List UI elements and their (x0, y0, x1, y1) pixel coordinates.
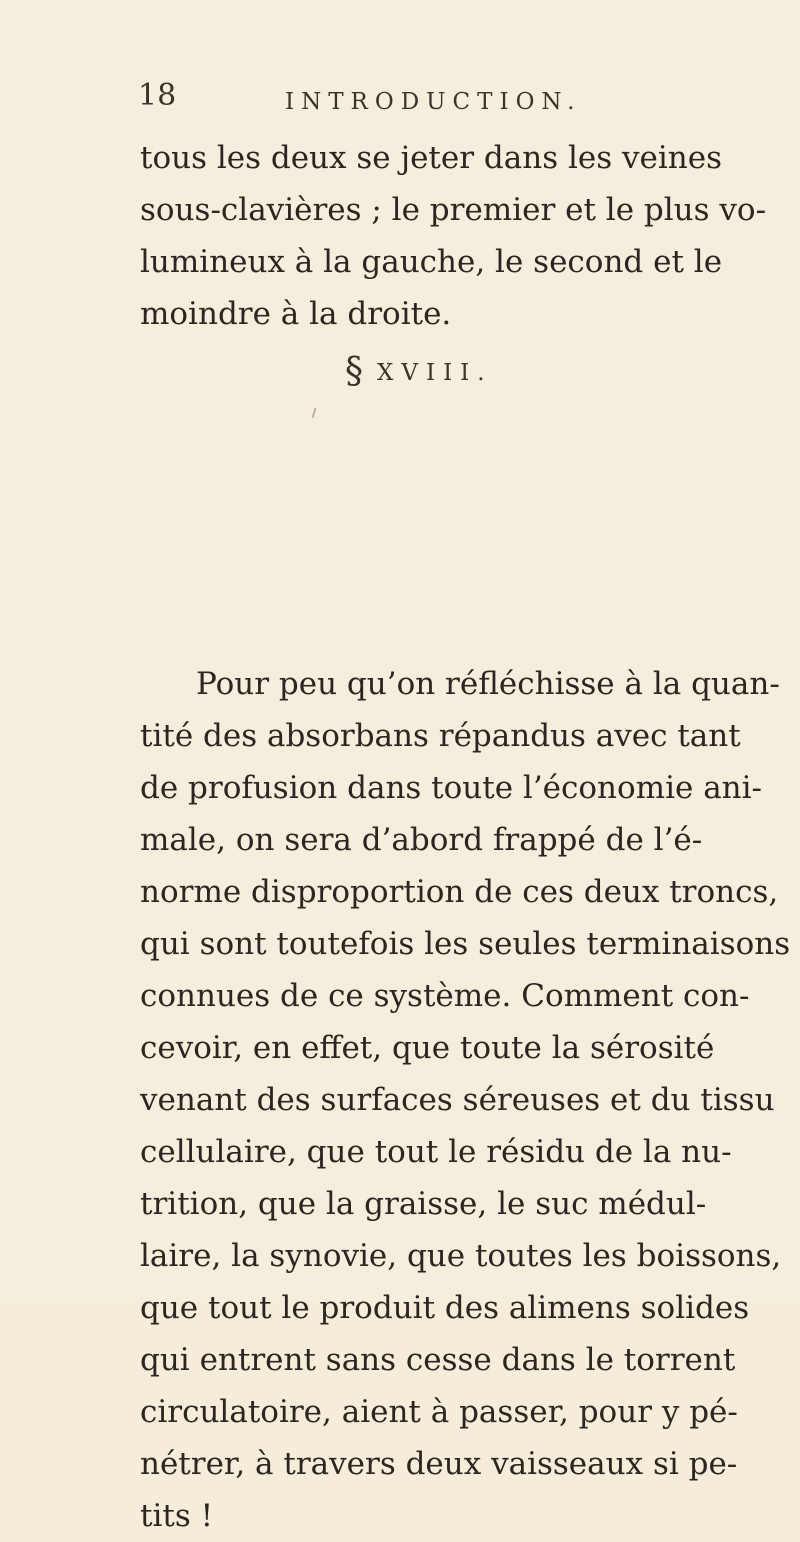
text-line: trition, que la graisse, le suc médul- (140, 1186, 707, 1222)
section-number: XVIII. (377, 360, 493, 386)
text-line: male, on sera d’abord frappé de l’é- (140, 822, 703, 858)
text-line: que tout le produit des alimens solides (140, 1290, 750, 1326)
text-line: cellulaire, que tout le résidu de la nu- (140, 1134, 732, 1170)
text-line: nétrer, à travers deux vaisseaux si pe- (140, 1446, 738, 1482)
text-line: tits ! (140, 1498, 214, 1534)
text-line: venant des surfaces séreuses et du tissu (140, 1082, 775, 1118)
text-line: Pour peu qu’on réfléchisse à la quan- (196, 666, 780, 702)
text-line: connues de ce système. Comment con- (140, 978, 750, 1014)
paper-speck (312, 408, 317, 418)
running-title: INTRODUCTION. (285, 89, 582, 115)
text-line: circulatoire, aient à passer, pour y pé- (140, 1394, 738, 1430)
text-line: qui sont toutefois les seules terminaisons (140, 926, 791, 962)
text-line: tité des absorbans répandus avec tant (140, 718, 741, 754)
text-line: de profusion dans toute l’économie ani- (140, 770, 763, 806)
text-line: moindre à la droite. (140, 296, 452, 332)
text-line: tous les deux se jeter dans les veines (140, 140, 722, 176)
text-line: lumineux à la gauche, le second et le (140, 244, 723, 280)
text-line: sous-clavières ; le premier et le plus vo- (140, 192, 767, 228)
page-number: 18 (138, 78, 177, 113)
paragraph-continued (140, 132, 767, 340)
text-line: cevoir, en effet, que toute la sérosité (140, 1030, 715, 1066)
page-header (0, 78, 800, 118)
paragraph-section-body (140, 658, 791, 1542)
text-line: laire, la synovie, que toutes les boissons, (140, 1238, 782, 1274)
text-line: qui entrent sans cesse dans le torrent (140, 1342, 736, 1378)
text-line: norme disproportion de ces deux troncs, (140, 874, 779, 910)
section-sign: § (345, 351, 363, 392)
